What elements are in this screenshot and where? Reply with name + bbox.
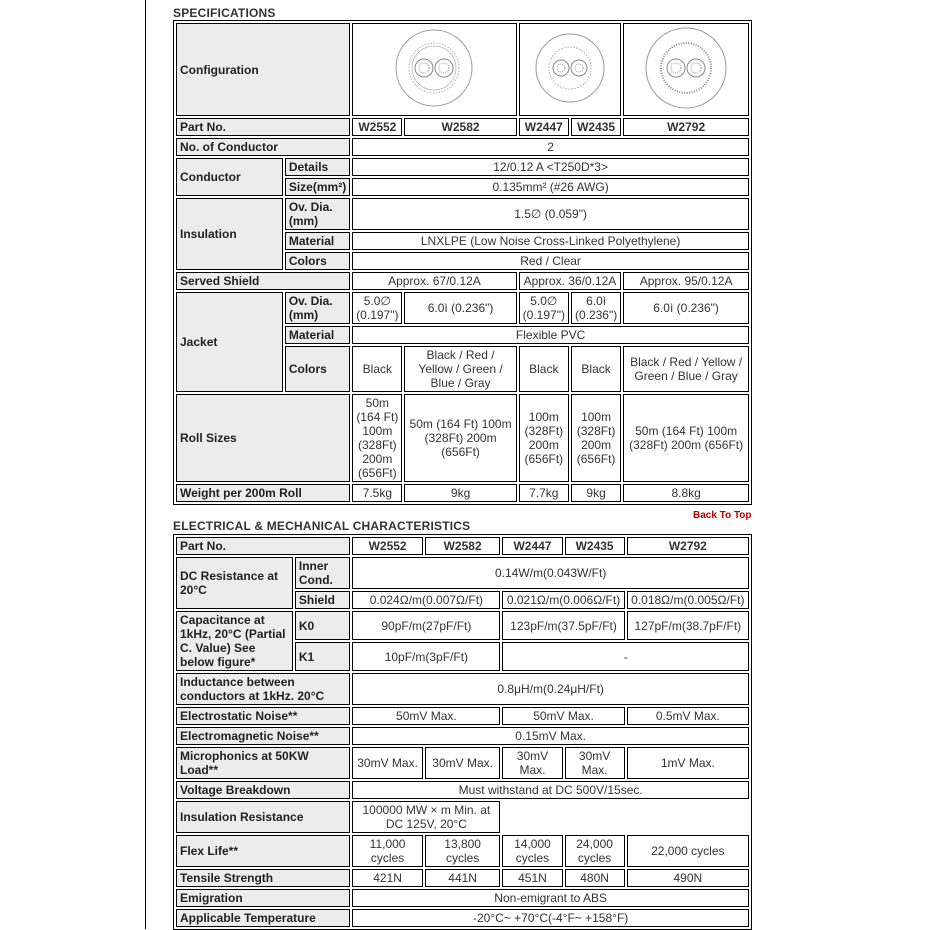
jacket-colors-w2447: Black [519, 346, 569, 392]
details-value: 12/0.12 A <T250D*3> [352, 158, 749, 176]
k1-label: K1 [295, 642, 350, 671]
cable-diagram-1 [352, 23, 516, 116]
part-w2447: W2447 [519, 118, 569, 136]
jacket-ovdia-w2582: 6.0ì (0.236") [404, 292, 516, 324]
jacket-colors-label: Colors [285, 346, 350, 392]
microphonics-w2792: 1mV Max. [627, 747, 749, 779]
tensile-strength-label: Tensile Strength [176, 869, 350, 887]
inner-cond-value: 0.14W/m(0.043W/Ft) [352, 557, 749, 589]
voltage-breakdown-label: Voltage Breakdown [176, 781, 350, 799]
tensile-w2792: 490N [627, 869, 749, 887]
emigration-value: Non-emigrant to ABS [352, 889, 749, 907]
flex-w2447: 14,000 cycles [502, 835, 562, 867]
size-label: Size(mm²) [285, 178, 350, 196]
weight-w2447: 7.7kg [519, 484, 569, 502]
cable-cross-section-icon [643, 25, 729, 111]
roll-sizes-w2435: 100m (328Ft) 200m (656Ft) [571, 394, 621, 482]
served-shield-value-3: Approx. 95/0.12A [623, 272, 749, 290]
elec-part-w2447: W2447 [502, 537, 562, 555]
electromagnetic-value: 0.15mV Max. [352, 727, 749, 745]
inductance-value: 0.8μH/m(0.24μH/Ft) [352, 673, 749, 705]
specifications-table [173, 20, 752, 505]
k0-value-2: 123pF/m(37.5pF/Ft) [502, 611, 624, 640]
flex-w2792: 22,000 cycles [627, 835, 749, 867]
served-shield-value-1: Approx. 67/0.12A [352, 272, 516, 290]
inductance-label: Inductance between conductors at 1kHz. 20°C [176, 673, 350, 705]
conductor-label: Conductor [176, 158, 283, 196]
elec-part-w2552: W2552 [352, 537, 423, 555]
insulation-ovdia-label: Ov. Dia. (mm) [285, 198, 350, 230]
electrostatic-value-2: 50mV Max. [502, 707, 624, 725]
served-shield-value-2: Approx. 36/0.12A [519, 272, 622, 290]
jacket-ovdia-label: Ov. Dia. (mm) [285, 292, 350, 324]
voltage-breakdown-value: Must withstand at DC 500V/15sec. [352, 781, 749, 799]
flex-life-label: Flex Life** [176, 835, 350, 867]
empty-cell [502, 801, 749, 833]
capacitance-label: Capacitance at 1kHz, 20°C (Partial C. Value) See below figure* [176, 611, 293, 671]
elec-part-no-label: Part No. [176, 537, 350, 555]
k0-value-3: 127pF/m(38.7pF/Ft) [627, 611, 749, 640]
weight-w2552: 7.5kg [352, 484, 402, 502]
roll-sizes-w2582: 50m (164 Ft) 100m (328Ft) 200m (656Ft) [404, 394, 516, 482]
insulation-label: Insulation [176, 198, 283, 270]
jacket-ovdia-w2792: 6.0ì (0.236") [623, 292, 749, 324]
dc-resistance-label: DC Resistance at 20°C [176, 557, 293, 609]
insulation-resistance-value: 100000 MW × m Min. at DC 125V, 20°C [352, 801, 500, 833]
electrical-table [173, 534, 752, 930]
flex-w2435: 24,000 cycles [565, 835, 625, 867]
roll-sizes-w2447: 100m (328Ft) 200m (656Ft) [519, 394, 569, 482]
weight-w2435: 9kg [571, 484, 621, 502]
inner-cond-label: Inner Cond. [295, 557, 350, 589]
flex-w2552: 11,000 cycles [352, 835, 423, 867]
jacket-label: Jacket [176, 292, 283, 392]
electrostatic-value-3: 0.5mV Max. [627, 707, 749, 725]
microphonics-w2582: 30mV Max. [425, 747, 501, 779]
specifications-heading: SPECIFICATIONS [173, 6, 276, 20]
elec-part-w2582: W2582 [425, 537, 501, 555]
weight-w2582: 9kg [404, 484, 516, 502]
shield-label: Shield [295, 591, 350, 609]
roll-sizes-w2552: 50m (164 Ft) 100m (328Ft) 200m (656Ft) [352, 394, 402, 482]
electrostatic-noise-label: Electrostatic Noise** [176, 707, 350, 725]
k1-value-1: 10pF/m(3pF/Ft) [352, 642, 500, 671]
microphonics-w2435: 30mV Max. [565, 747, 625, 779]
jacket-colors-w2792: Black / Red / Yellow / Green / Blue / Gray [623, 346, 749, 392]
shield-value-2: 0.021Ω/m(0.006Ω/Ft) [502, 591, 624, 609]
electrical-heading: ELECTRICAL & MECHANICAL CHARACTERISTICS [173, 519, 471, 533]
insulation-material-label: Material [285, 232, 350, 250]
flex-w2582: 13,800 cycles [425, 835, 501, 867]
insulation-material-value: LNXLPE (Low Noise Cross-Linked Polyethylene) [352, 232, 749, 250]
microphonics-label: Microphonics at 50KW Load** [176, 747, 350, 779]
elec-part-w2792: W2792 [627, 537, 749, 555]
roll-sizes-w2792: 50m (164 Ft) 100m (328Ft) 200m (656Ft) [623, 394, 749, 482]
electrostatic-value-1: 50mV Max. [352, 707, 500, 725]
cable-cross-section-icon [530, 28, 610, 108]
microphonics-w2552: 30mV Max. [352, 747, 423, 779]
applicable-temperature-label: Applicable Temperature [176, 909, 350, 927]
jacket-ovdia-w2552: 5.0∅ (0.197") [352, 292, 402, 324]
insulation-colors-label: Colors [285, 252, 350, 270]
k1-value-2: - [502, 642, 749, 671]
no-of-conductor-value: 2 [352, 138, 749, 156]
page-left-border [145, 0, 146, 929]
no-of-conductor-label: No. of Conductor [176, 138, 350, 156]
jacket-colors-w2435: Black [571, 346, 621, 392]
roll-sizes-label: Roll Sizes [176, 394, 350, 482]
k0-label: K0 [295, 611, 350, 640]
tensile-w2582: 441N [425, 869, 501, 887]
part-w2435: W2435 [571, 118, 621, 136]
part-w2582: W2582 [404, 118, 516, 136]
insulation-colors-value: Red / Clear [352, 252, 749, 270]
jacket-ovdia-w2435: 6.0ì (0.236") [571, 292, 621, 324]
insulation-resistance-label: Insulation Resistance [176, 801, 350, 833]
emigration-label: Emigration [176, 889, 350, 907]
weight-w2792: 8.8kg [623, 484, 749, 502]
tensile-w2447: 451N [502, 869, 562, 887]
jacket-colors-w2552: Black [352, 346, 402, 392]
tensile-w2435: 480N [565, 869, 625, 887]
details-label: Details [285, 158, 350, 176]
served-shield-label: Served Shield [176, 272, 350, 290]
size-value: 0.135mm² (#26 AWG) [352, 178, 749, 196]
part-w2792: W2792 [623, 118, 749, 136]
cable-diagram-3 [623, 23, 749, 116]
electromagnetic-noise-label: Electromagnetic Noise** [176, 727, 350, 745]
insulation-ovdia-value: 1.5∅ (0.059") [352, 198, 749, 230]
k0-value-1: 90pF/m(27pF/Ft) [352, 611, 500, 640]
jacket-material-label: Material [285, 326, 350, 344]
applicable-temperature-value: -20°C~ +70°C(-4°F~ +158°F) [352, 909, 749, 927]
jacket-ovdia-w2447: 5.0∅ (0.197") [519, 292, 569, 324]
configuration-label: Configuration [176, 23, 350, 116]
cable-cross-section-icon [394, 28, 474, 108]
jacket-colors-w2582: Black / Red / Yellow / Green / Blue / Gray [404, 346, 516, 392]
weight-label: Weight per 200m Roll [176, 484, 350, 502]
microphonics-w2447: 30mV Max. [502, 747, 562, 779]
back-to-top-link[interactable]: Back To Top [693, 510, 752, 521]
cable-diagram-2 [519, 23, 622, 116]
part-no-label: Part No. [176, 118, 350, 136]
jacket-material-value: Flexible PVC [352, 326, 749, 344]
shield-value-1: 0.024Ω/m(0.007Ω/Ft) [352, 591, 500, 609]
tensile-w2552: 421N [352, 869, 423, 887]
shield-value-3: 0.018Ω/m(0.005Ω/Ft) [627, 591, 749, 609]
part-w2552: W2552 [352, 118, 402, 136]
elec-part-w2435: W2435 [565, 537, 625, 555]
